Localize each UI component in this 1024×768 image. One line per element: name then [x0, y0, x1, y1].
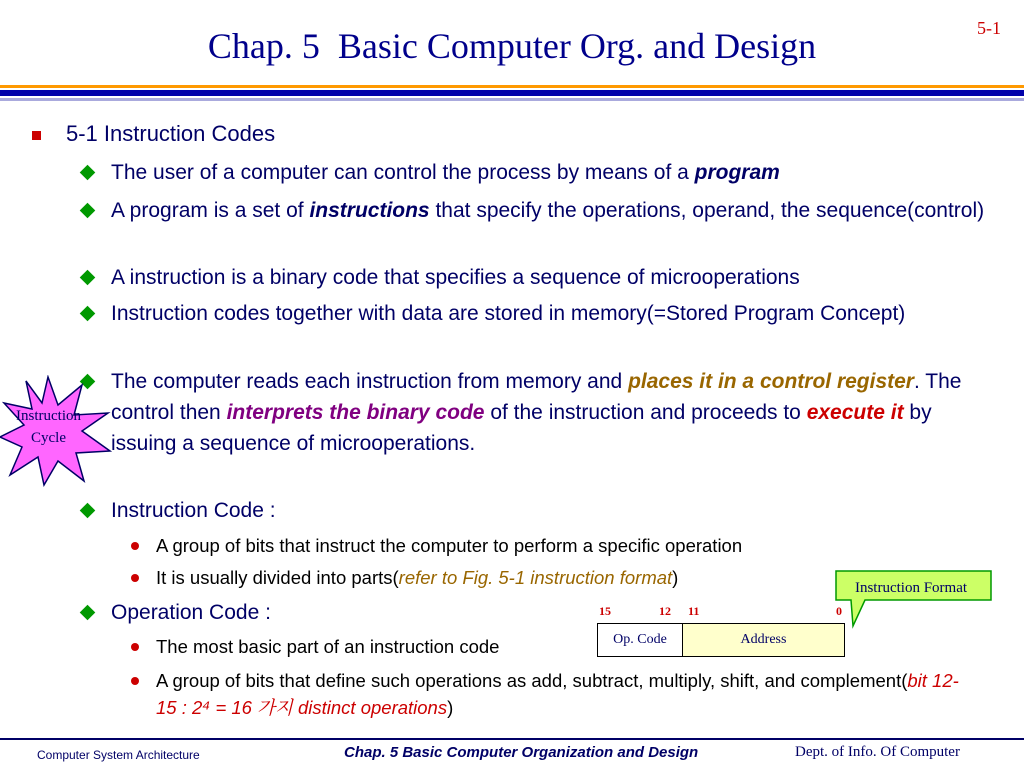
bit-label-15: 15: [599, 604, 611, 618]
sub-bullet-basic-part: The most basic part of an instruction code: [156, 636, 500, 657]
dot-bullet-icon: [131, 574, 139, 582]
bullet-text: A program is a set of: [111, 199, 310, 222]
bullet-text: The computer reads each instruction from memory and: [111, 370, 629, 393]
instruction-cycle-label: [0, 405, 97, 449]
sub-bullet-definition: A group of bits that instruct the computer to perform a specific operation: [156, 535, 743, 556]
bullet-text: of the instruction and proceeds to: [484, 401, 807, 424]
callout-label: Instruction Format: [854, 580, 968, 596]
dot-bullet-icon: [131, 643, 139, 651]
bullet-instructions: [111, 195, 991, 226]
bit-label-0: 0: [836, 604, 842, 618]
diamond-bullet-icon: [80, 203, 96, 219]
footer-rule: [0, 738, 1024, 740]
diamond-bullet-icon: [80, 270, 96, 286]
burst-line-1: Instruction: [16, 408, 81, 424]
dot-bullet-icon: [131, 677, 139, 685]
bit-label-11: 11: [688, 604, 700, 618]
slide-number: 5-1: [977, 18, 1001, 38]
instruction-format-callout: [815, 570, 995, 630]
bullet-text: . The control then: [111, 370, 962, 424]
opcode-count-note: bit 12-15 : 2⁴ = 16 가지 distinct operations: [156, 670, 959, 718]
emphasis-program: program: [694, 161, 780, 184]
diamond-bullet-icon: [80, 165, 96, 181]
sub-bullet-text: ): [672, 567, 679, 588]
bullet-operation-code: Operation Code :: [111, 601, 271, 624]
diamond-bullet-icon: [80, 503, 96, 519]
sub-bullet-text: It is usually divided into parts(: [156, 567, 399, 588]
bullet-instruction-cycle: [111, 366, 991, 459]
bullet-stored-program: Instruction codes together with data are stored in memory(=Stored Program Concept): [111, 302, 906, 325]
title-rule-blue: [0, 90, 1024, 96]
emphasis-instructions: instructions: [309, 199, 430, 222]
diamond-bullet-icon: [80, 605, 96, 621]
emphasis-control-register: places it in a control register: [628, 370, 914, 393]
footer-course: Computer System Architecture: [37, 748, 200, 762]
bullet-program: [111, 157, 991, 188]
bullet-text: that specify the operations, operand, the sequence(control): [429, 199, 985, 222]
title-rule-light: [0, 98, 1024, 101]
square-bullet-icon: [32, 131, 41, 140]
slide-title: Chap. 5 Basic Computer Org. and Design: [207, 26, 817, 66]
sub-bullet-text: A group of bits that define such operations as add, subtract, multiply, shift, and complement(: [156, 670, 908, 691]
footer-department: Dept. of Info. Of Computer: [795, 744, 960, 760]
sub-bullet-operations: [156, 667, 976, 721]
title-rule-orange: [0, 85, 1024, 88]
burst-line-2: Cycle: [31, 430, 66, 446]
bit-label-12: 12: [659, 604, 671, 618]
footer-chapter: Chap. 5 Basic Computer Organization and Design: [344, 744, 699, 761]
diamond-bullet-icon: [80, 306, 96, 322]
emphasis-execute: execute it: [806, 401, 904, 424]
dot-bullet-icon: [131, 542, 139, 550]
emphasis-interprets: interprets the binary code: [226, 401, 485, 424]
figure-reference: refer to Fig. 5-1 instruction format: [398, 567, 673, 588]
bullet-binary-code: A instruction is a binary code that specifies a sequence of microoperations: [111, 266, 800, 289]
section-heading: 5-1 Instruction Codes: [66, 121, 276, 146]
bullet-instruction-code: Instruction Code :: [111, 499, 276, 522]
sub-bullet-text: ): [447, 697, 454, 718]
opcode-field: Op. Code: [597, 623, 683, 657]
address-field: Address: [682, 623, 845, 657]
bullet-text: The user of a computer can control the process by means of a: [111, 161, 695, 184]
bullet-text: by issuing a sequence of microoperations.: [111, 401, 932, 455]
